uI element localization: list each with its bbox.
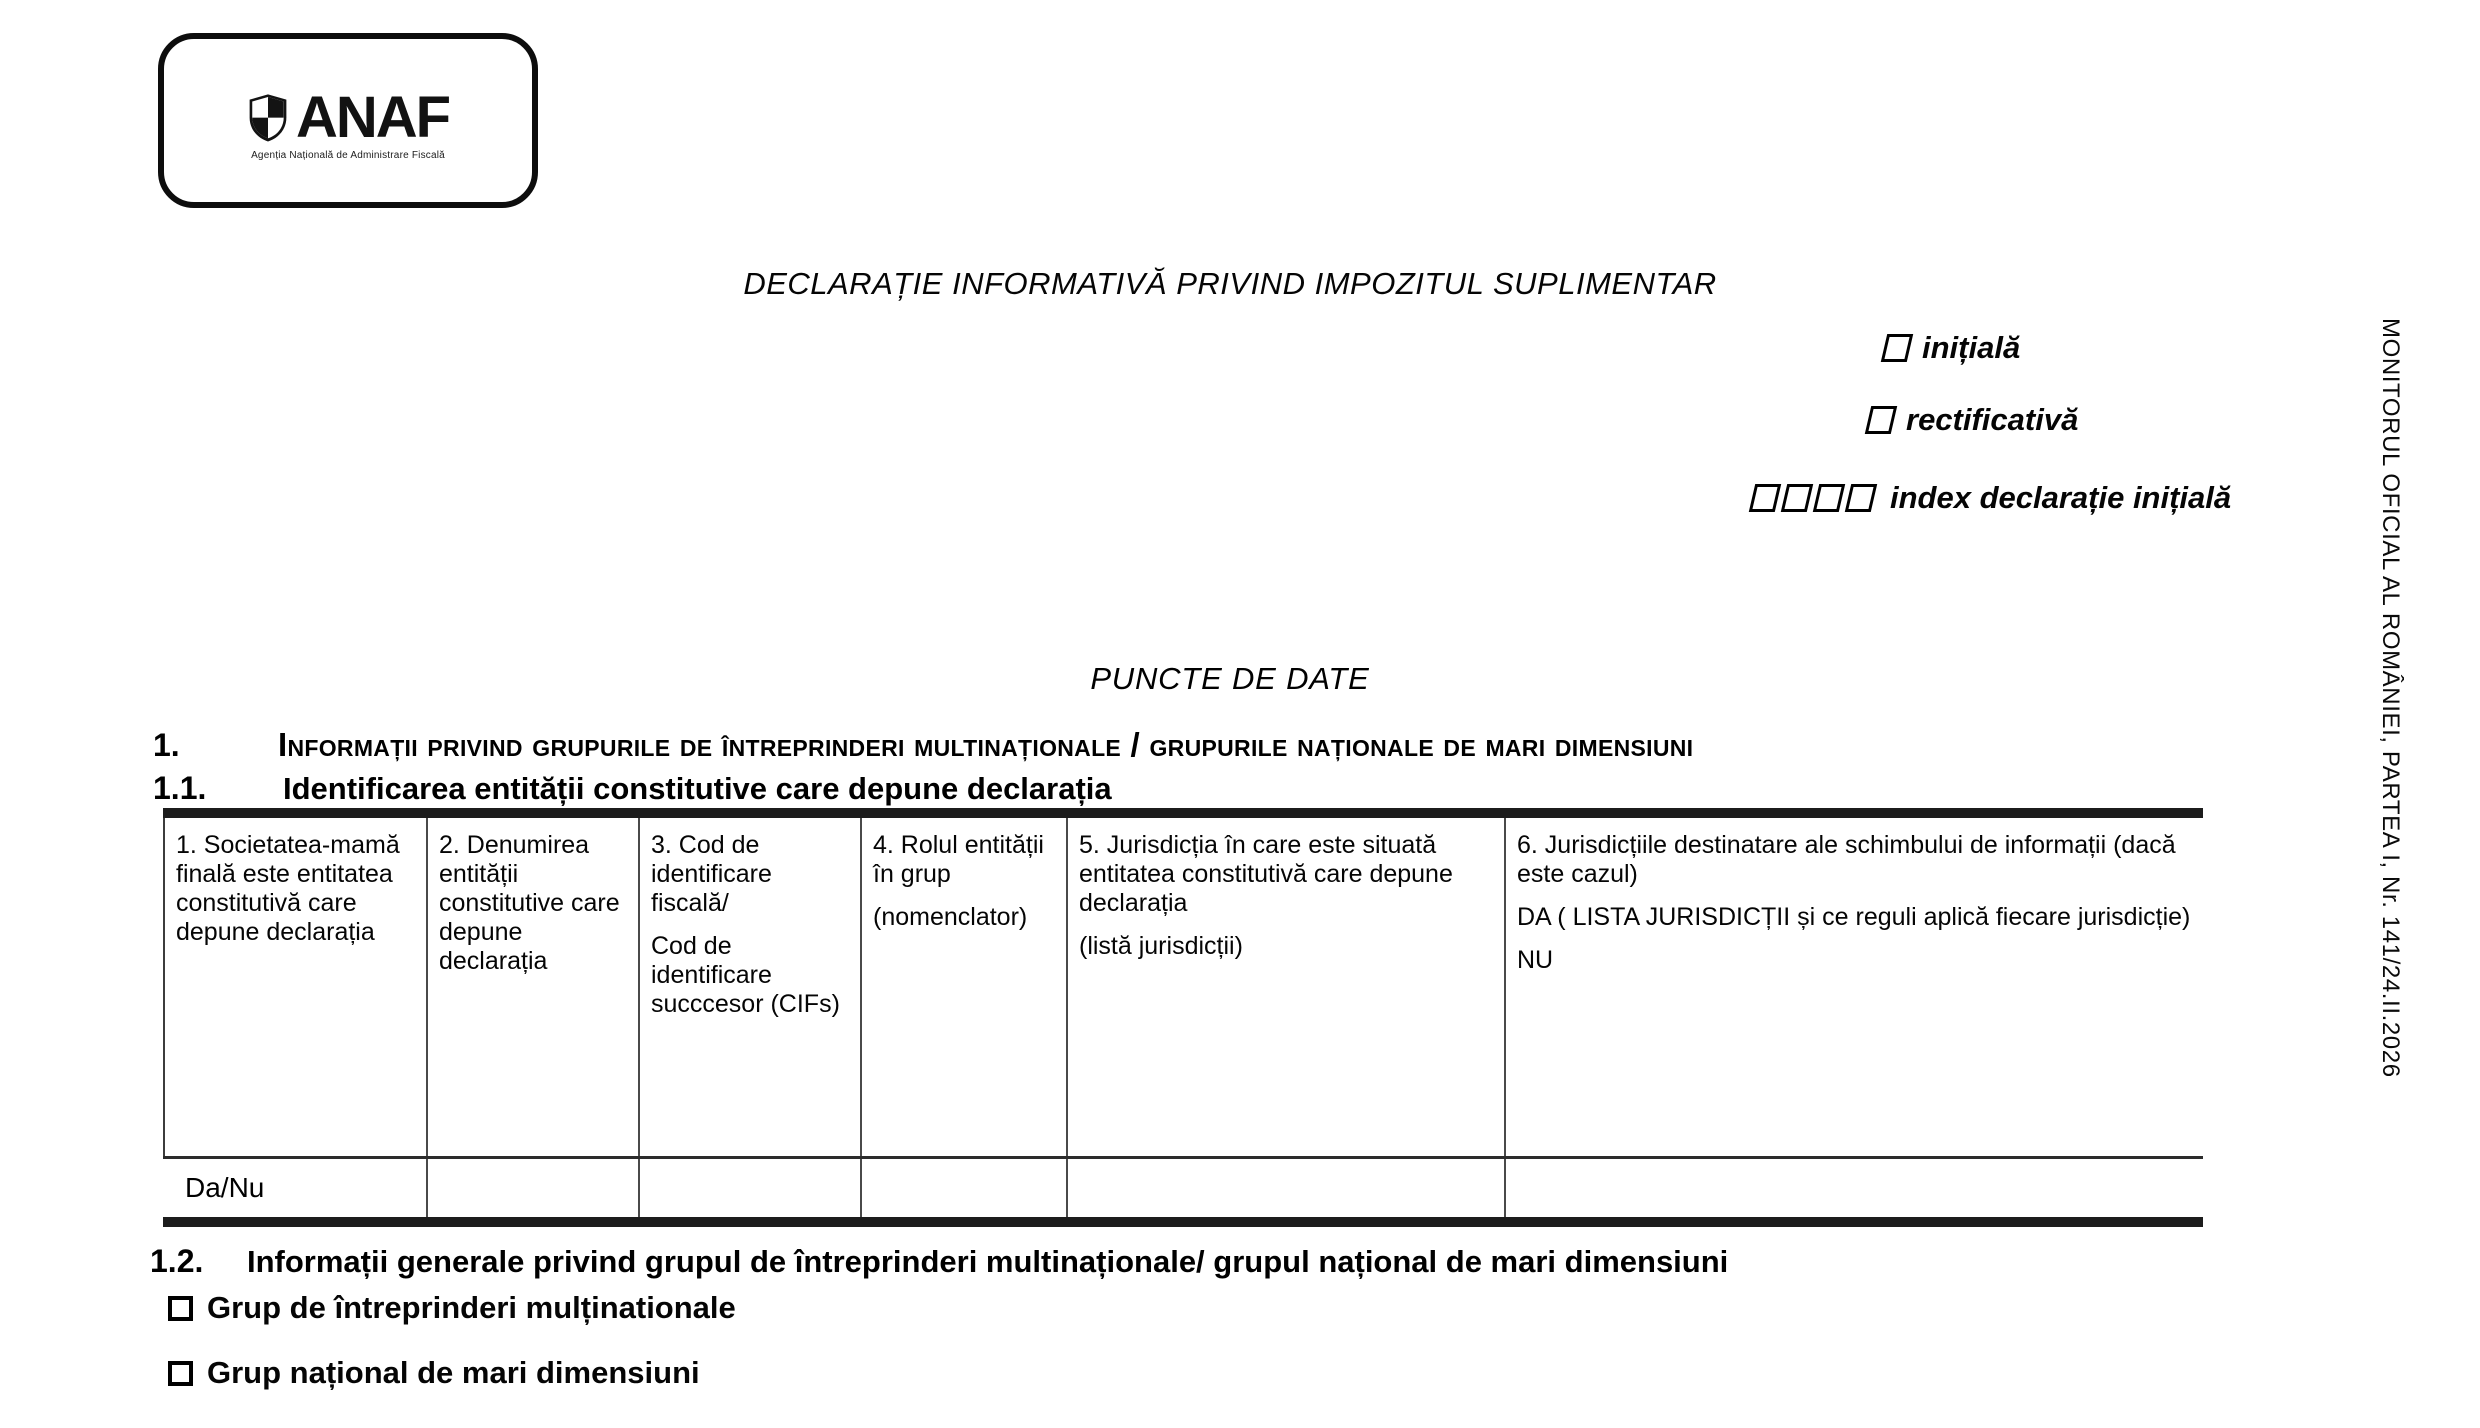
header-paragraph: (nomenclator) [873, 903, 1028, 931]
declaration-option-index [1752, 480, 2231, 516]
header-paragraph: 5. Jurisdicția în care este situată entitatea constitutivă care depune declarația [1079, 831, 1453, 917]
section-title: Informații privind grupurile de întreprinderi multinaționale / grupurile naționale de mari dimensiuni [278, 726, 1694, 763]
table-header-cell-6 [1504, 818, 2203, 1156]
declaration-option-rectificativa [1868, 402, 2078, 438]
header-paragraph: DA ( LISTA JURISDICȚII și ce reguli aplică fiecare jurisdicție) [1517, 903, 2191, 931]
document-title: DECLARAȚIE INFORMATIVĂ PRIVIND IMPOZITUL SUPLIMENTAR [743, 266, 1717, 301]
index-checkbox-group [1752, 484, 1874, 512]
index-box-2[interactable] [1781, 484, 1813, 512]
filing-entity-table [163, 808, 2203, 1227]
answer-cell-2 [426, 1159, 638, 1217]
table-header-cell-1 [165, 818, 426, 1156]
checkbox-rectificativa[interactable] [1865, 406, 1897, 434]
answer-label-cell: Da/Nu [185, 1172, 265, 1203]
header-paragraph: Cod de identificare succcesor (CIFs) [651, 932, 840, 1018]
section-1-2-row [150, 1243, 1728, 1280]
answer-cell-6 [1504, 1159, 2203, 1217]
checkbox-group-national[interactable] [168, 1361, 193, 1386]
monitorul-oficial-strip: MONITORUL OFICIAL AL ROMÂNIEI, PARTEA I, Nr. 141/24.II.2026 [2377, 318, 2404, 1078]
answer-cell-3 [638, 1159, 860, 1217]
table-answer-row [163, 1156, 2203, 1217]
anaf-subtitle: Agenția Națională de Administrare Fiscală [251, 149, 445, 161]
group-option-multinational [168, 1290, 736, 1326]
declaration-option-initiala [1884, 330, 2020, 366]
anaf-logo [158, 33, 538, 208]
section-title: Identificarea entității constitutive care depune declarația [283, 771, 1112, 806]
section-number: 1.1. [153, 770, 207, 806]
declaration-option-label: rectificativă [1906, 402, 2079, 437]
table-header-cell-2 [426, 818, 638, 1156]
index-box-1[interactable] [1749, 484, 1781, 512]
declaration-option-label: inițială [1922, 330, 2021, 365]
anaf-logo-row [247, 84, 450, 150]
answer-cell-5 [1066, 1159, 1504, 1217]
anaf-shield-icon [247, 93, 289, 143]
header-paragraph: 6. Jurisdicțiile destinatare ale schimbului de informații (dacă este cazul) [1517, 831, 2176, 888]
section-number: 1.2. [150, 1243, 204, 1279]
header-paragraph: 3. Cod de identificare fiscală/ [651, 831, 772, 917]
index-box-3[interactable] [1813, 484, 1845, 512]
checkbox-initiala[interactable] [1881, 334, 1913, 362]
group-option-label: Grup național de mari dimensiuni [207, 1355, 700, 1390]
group-option-label: Grup de întreprinderi mulținationale [207, 1290, 736, 1325]
table-header-cell-4 [860, 818, 1066, 1156]
declaration-option-label: index declarație inițială [1890, 480, 2232, 515]
header-paragraph: (listă jurisdicții) [1079, 932, 1243, 960]
anaf-brand: ANAF [295, 84, 450, 150]
section-1-1-row [153, 770, 1112, 807]
header-paragraph: 1. Societatea-mamă finală este entitatea constitutivă care depune declarația [176, 831, 400, 946]
answer-cell-4 [860, 1159, 1066, 1217]
group-option-national [168, 1355, 700, 1391]
header-paragraph: 2. Denumirea entității constitutive care depune declarația [439, 831, 620, 975]
index-box-4[interactable] [1845, 484, 1877, 512]
table-header-cell-5 [1066, 818, 1504, 1156]
checkbox-group-multinational[interactable] [168, 1296, 193, 1321]
section-title: Informații generale privind grupul de întreprinderi multinaționale/ grupul național de mari dimensiuni [247, 1244, 1729, 1279]
section-number: 1. [153, 727, 180, 763]
table-header-cell-3 [638, 818, 860, 1156]
header-paragraph: 4. Rolul entității în grup [873, 831, 1044, 888]
table-header-row [163, 818, 2203, 1156]
data-points-title: PUNCTE DE DATE [1090, 661, 1370, 696]
section-1-row [153, 726, 1693, 764]
header-paragraph: NU [1517, 946, 1554, 974]
